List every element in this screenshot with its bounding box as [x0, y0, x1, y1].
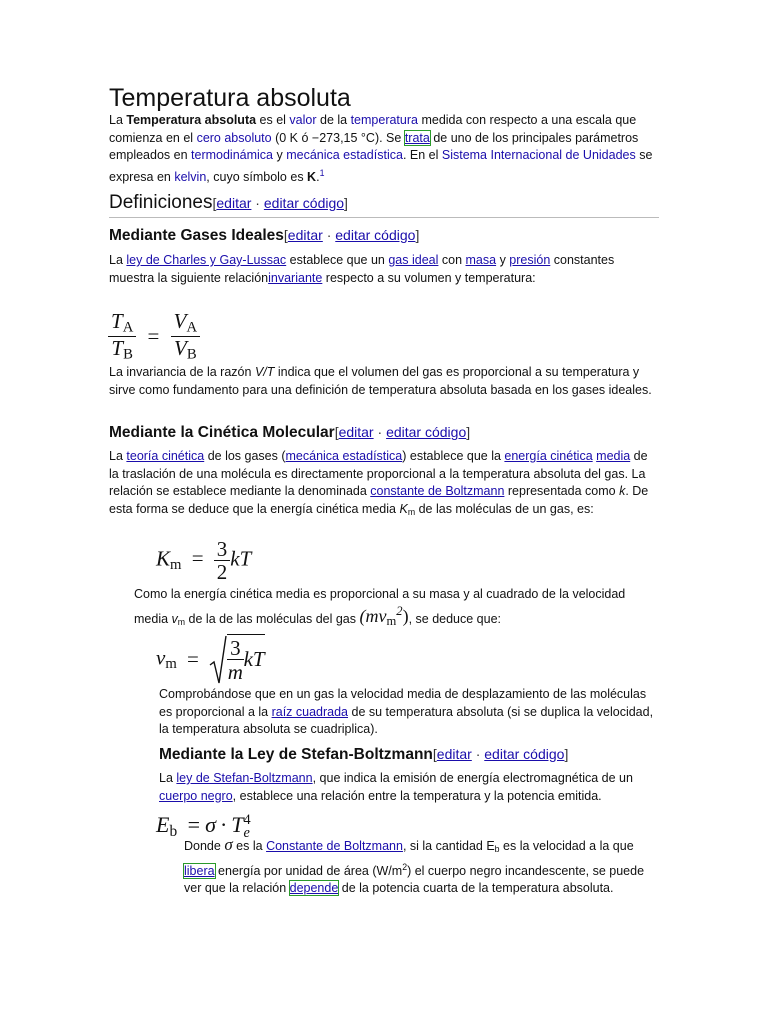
formula-kinetic-energy: $K_m$ = $\frac{3}{2}$ kT	[156, 537, 252, 585]
edit-code-link[interactable]: editar código	[263, 195, 345, 211]
formula-gas-ratio: $\frac{T_A}{T_B}$ = $\frac{V_A}{V_B}$	[108, 310, 200, 363]
link-cero-absoluto[interactable]: cero absoluto	[196, 130, 272, 145]
subsection-heading-cinetica: Mediante la Cinética Molecular[editar · editar código]	[109, 424, 471, 441]
link-temperatura[interactable]: temperatura	[350, 113, 418, 127]
link-gas-ideal[interactable]: gas ideal	[388, 253, 439, 267]
section-heading-definiciones: Definiciones[editar · editar código]	[109, 192, 659, 218]
edit-code-link[interactable]: editar código	[386, 424, 467, 440]
link-kelvin[interactable]: kelvin	[174, 169, 207, 184]
link-mecanica-estadistica[interactable]: mecánica estadística	[285, 449, 403, 463]
link-sistema-internacional[interactable]: Sistema Internacional de Unidades	[441, 148, 636, 162]
link-depende[interactable]: depende	[289, 881, 339, 895]
reference-link[interactable]: 1	[319, 167, 325, 178]
link-energia-cinetica[interactable]: energía cinética	[504, 449, 593, 463]
link-constante-boltzmann[interactable]: constante de Boltzmann	[370, 484, 505, 498]
link-ley-charles[interactable]: ley de Charles y Gay-Lussac	[126, 253, 287, 267]
formula-mv-squared: $(mv_m^2)$	[359, 604, 409, 629]
edit-link[interactable]: editar	[436, 746, 472, 762]
gases-paragraph-1: La ley de Charles y Gay-Lussac establece que un gas ideal con masa y presión constantes muestra la siguiente relacióninvariante respecto a su volumen y temperatura:	[109, 253, 615, 285]
radical-sign	[209, 635, 227, 685]
subsection-heading-gases: Mediante Gases Ideales[editar · editar código]	[109, 227, 420, 244]
link-invariante[interactable]: invariante	[268, 270, 323, 285]
link-trata[interactable]: trata	[404, 130, 430, 145]
edit-code-link[interactable]: editar código	[484, 746, 565, 762]
intro-paragraph: La Temperatura absoluta es el valor de la temperatura medida con respecto a una escala que comienza en el cero absoluto (0 K ó −273,15 °C). Se trata de uno de los principales parámetros empleados en termodinámica y mecánica estadística. En el Sistema Internacional de Unidades se expresa en kelvin, cuyo símbolo es K.$^1$	[109, 113, 653, 184]
link-libera[interactable]: libera	[184, 863, 215, 878]
link-media[interactable]: media	[596, 449, 631, 463]
subsection-heading-stefan: Mediante la Ley de Stefan-Boltzmann[editar · editar código]	[159, 746, 569, 763]
page-title: Temperatura absoluta	[109, 84, 351, 112]
link-valor[interactable]: valor	[289, 113, 317, 127]
cinetica-paragraph-3: Comprobándose que en un gas la velocidad media de desplazamiento de las moléculas es proporcional a la raíz cuadrada de su temperatura absoluta (si se duplica la velocidad, la temperatura absoluta se cuadriplica).	[159, 687, 654, 736]
link-mecanica-estadistica[interactable]: mecánica estadística	[286, 148, 403, 162]
link-presion[interactable]: presión	[509, 253, 551, 267]
gases-paragraph-2: La invariancia de la razón V/T indica que el volumen del gas es proporcional a su temperatura y sirve como fundamento para una definición de temperatura absoluta basada en los gases ideales.	[109, 365, 652, 397]
edit-link[interactable]: editar	[216, 195, 252, 211]
link-masa[interactable]: masa	[465, 253, 497, 267]
stefan-paragraph-2: Donde σ es la Constante de Boltzmann, si la cantidad $E_b$ es la velocidad a la que libera energía por unidad de área $(W/m^2)$ el cuerpo negro incandescente, se puede ver que la relación depende de la potencia cuarta de la temperatura absoluta.	[184, 835, 645, 895]
edit-links: [editar · editar código]	[212, 195, 348, 211]
cinetica-paragraph-2: Como la energía cinética media es proporcional a su masa y al cuadrado de la velocidad media $v_m$ de la de las moléculas del gas $(mv_m^2)$, se deduce que:	[134, 587, 626, 629]
link-termodinamica[interactable]: termodinámica	[191, 148, 273, 162]
edit-code-link[interactable]: editar código	[335, 227, 416, 243]
formula-stefan-boltzmann: $E_b = \sigma \cdot T$ 4 e	[156, 812, 251, 841]
edit-link[interactable]: editar	[287, 227, 323, 243]
link-ley-stefan[interactable]: ley de Stefan-Boltzmann	[176, 771, 313, 785]
link-raiz-cuadrada[interactable]: raíz cuadrada	[271, 704, 349, 719]
link-cuerpo-negro[interactable]: cuerpo negro	[159, 788, 233, 803]
cinetica-paragraph-1: La teoría cinética de los gases (mecánica estadística) establece que la energía cinética media de la traslación de una molécula es directamente proporcional a la temperatura absoluta del gas. La relación se establece mediante la denominada constante de Boltzmann representada como k. De esta forma se deduce que la energía cinética media $K_m$ de las moléculas de un gas, es:	[109, 449, 649, 517]
link-constante-boltzmann[interactable]: Constante de Boltzmann	[266, 839, 403, 853]
link-teoria-cinetica[interactable]: teoría cinética	[126, 449, 205, 463]
formula-velocity: $v_m$ = $\frac{3}{m}kT$	[156, 636, 265, 685]
stefan-paragraph-1: La ley de Stefan-Boltzmann, que indica la emisión de energía electromagnética de un cuerpo negro, establece una relación entre la temperatura y la potencia emitida.	[159, 771, 633, 803]
bold-term: Temperatura absoluta	[126, 113, 257, 127]
edit-link[interactable]: editar	[338, 424, 374, 440]
